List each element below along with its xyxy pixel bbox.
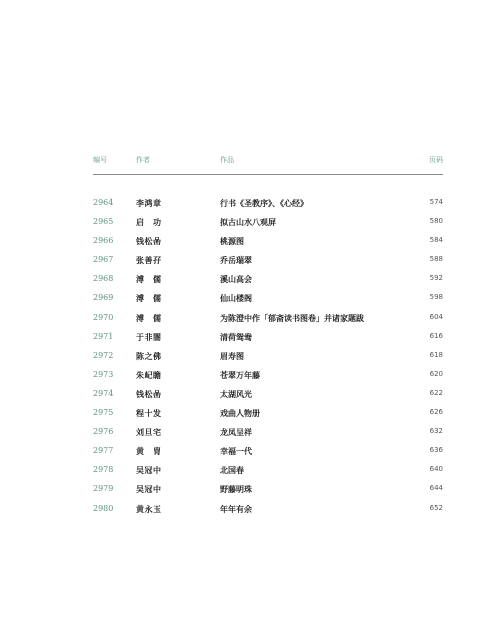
row-work: 苍翠万年藤 (220, 369, 260, 380)
row-work: 幸福一代 (220, 446, 252, 457)
header-number: 编号 (93, 156, 107, 164)
row-number: 2974 (93, 388, 114, 398)
row-work: 太湖风光 (220, 388, 252, 399)
table-row (93, 387, 443, 406)
row-page: 588 (429, 255, 443, 264)
row-number: 2965 (93, 217, 114, 227)
row-page: 636 (429, 446, 443, 455)
row-number: 2980 (93, 503, 114, 513)
row-number: 2979 (93, 484, 114, 494)
header-page: 页码 (429, 156, 443, 164)
row-page: 604 (429, 312, 443, 321)
row-author: 程十发 (136, 408, 162, 419)
row-work: 眉寿图 (220, 350, 244, 361)
row-page: 616 (429, 331, 443, 340)
row-page: 622 (429, 388, 443, 397)
table-row (93, 215, 443, 234)
table-row (93, 406, 443, 425)
row-number: 2964 (93, 198, 114, 207)
row-author: 钱松嵒 (136, 388, 162, 399)
header-work: 作品 (220, 156, 234, 164)
row-work: 北国春 (220, 465, 244, 476)
row-number: 2978 (93, 465, 114, 475)
row-page: 618 (429, 350, 443, 359)
row-page: 644 (429, 484, 443, 493)
row-work: 年年有余 (220, 503, 252, 514)
row-author: 溥 儒 (136, 312, 162, 323)
row-work: 为陈澄中作「郁斋读书图卷」并诸家题跋 (220, 312, 364, 323)
row-page: 652 (429, 503, 443, 512)
row-author: 于非闇 (136, 331, 162, 342)
table-row (93, 349, 443, 368)
row-author: 刘旦宅 (136, 427, 162, 438)
row-number: 2975 (93, 408, 114, 418)
row-author: 钱松嵒 (136, 236, 162, 247)
table-header (93, 155, 443, 167)
row-author: 吴冠中 (136, 465, 162, 476)
row-page: 574 (429, 198, 443, 206)
row-author: 黄永玉 (136, 503, 162, 514)
row-work: 桃源图 (220, 236, 244, 247)
row-work: 仙山楼阁 (220, 293, 252, 304)
table-row (93, 291, 443, 310)
row-page: 598 (429, 293, 443, 302)
row-number: 2970 (93, 312, 114, 322)
row-number: 2976 (93, 427, 114, 437)
row-author: 溥 儒 (136, 293, 162, 304)
table-row (93, 502, 443, 521)
row-work: 行书《圣教序》、《心经》 (220, 198, 308, 208)
row-work: 龙凤呈祥 (220, 427, 252, 438)
row-number: 2966 (93, 236, 114, 246)
table-row (93, 330, 443, 349)
table-row (93, 311, 443, 330)
row-work: 拟古山水八观屏 (220, 217, 276, 228)
row-author: 吴冠中 (136, 484, 162, 495)
table-row (93, 196, 443, 215)
row-page: 620 (429, 369, 443, 378)
header-divider (93, 174, 443, 175)
row-number: 2971 (93, 331, 114, 341)
header-author: 作者 (136, 156, 150, 164)
row-work: 溪山高会 (220, 274, 252, 285)
row-page: 592 (429, 274, 443, 283)
row-work: 戏曲人物册 (220, 408, 260, 419)
row-page: 580 (429, 217, 443, 226)
table-row (93, 463, 443, 482)
table-row (93, 272, 443, 291)
table-row (93, 482, 443, 501)
row-page: 640 (429, 465, 443, 474)
row-work: 乔岳瑞翠 (220, 255, 252, 266)
row-author: 张善孖 (136, 255, 162, 266)
row-author: 李鸿章 (136, 198, 162, 208)
row-number: 2972 (93, 350, 114, 360)
catalog-table (93, 196, 443, 521)
row-author: 黄 胄 (136, 446, 162, 457)
table-row (93, 444, 443, 463)
table-row (93, 425, 443, 444)
table-row (93, 234, 443, 253)
row-page: 626 (429, 408, 443, 417)
row-author: 朱屺瞻 (136, 369, 162, 380)
row-work: 野藤明珠 (220, 484, 252, 495)
row-number: 2973 (93, 369, 114, 379)
table-row (93, 368, 443, 387)
row-author: 启 功 (136, 217, 162, 228)
row-page: 584 (429, 236, 443, 245)
row-number: 2977 (93, 446, 114, 456)
row-work: 清荷鸳鸯 (220, 331, 252, 342)
row-number: 2968 (93, 274, 114, 284)
row-page: 632 (429, 427, 443, 436)
row-author: 溥 儒 (136, 274, 162, 285)
table-row (93, 253, 443, 272)
row-number: 2967 (93, 255, 114, 265)
row-author: 陈之佛 (136, 350, 162, 361)
row-number: 2969 (93, 293, 114, 303)
